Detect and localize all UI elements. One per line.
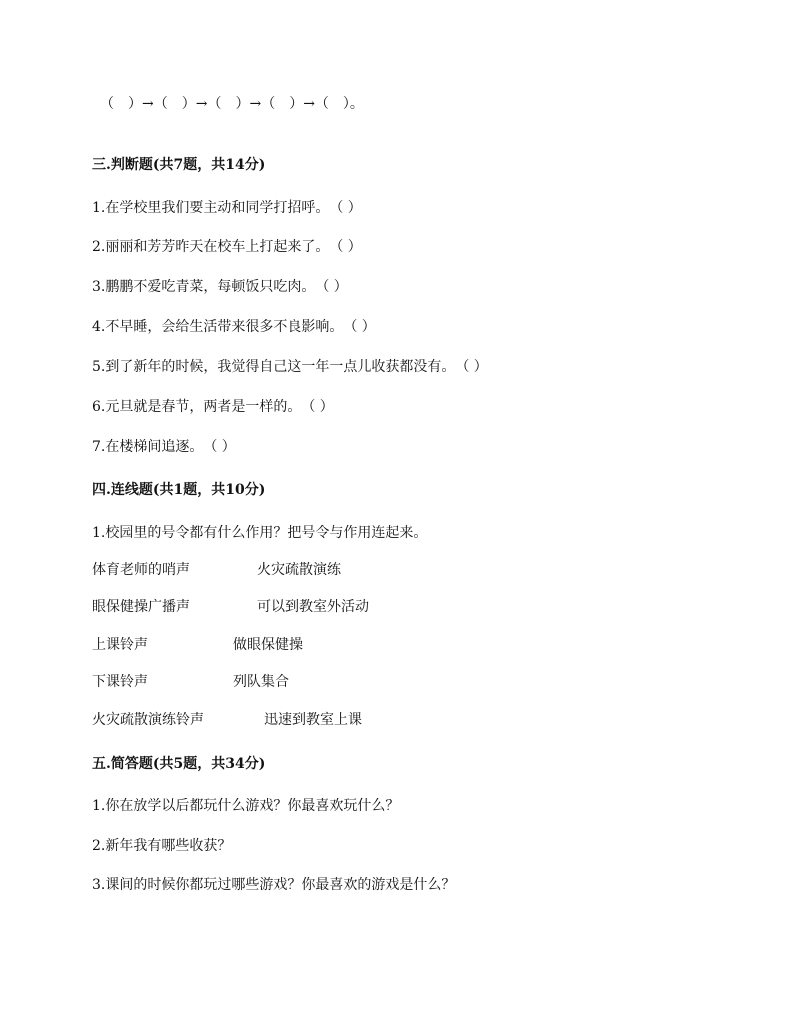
section-4-heading: 四.连线题(共1题，共10分) [92, 482, 266, 498]
matching-left-5: 火灾疏散演练铃声 [92, 712, 204, 728]
judgment-item-5: 5.到了新年的时候，我觉得自己这一年一点儿收获都没有。 （ ） [92, 359, 488, 375]
matching-question: 1.校园里的号令都有什么作用？把号令与作用连起来。 [92, 525, 428, 541]
matching-right-5: 迅速到教室上课 [264, 712, 362, 728]
judgment-item-1: 1.在学校里我们要主动和同学打招呼。 （ ） [92, 200, 362, 216]
judgment-item-6: 6.元旦就是春节，两者是一样的。 （ ） [92, 399, 334, 415]
short-answer-item-1: 1.你在放学以后都玩什么游戏？你最喜欢玩什么？ [92, 798, 400, 814]
matching-left-3: 上课铃声 [92, 637, 148, 653]
matching-right-4: 列队集合 [233, 674, 289, 690]
matching-left-4: 下课铃声 [92, 674, 148, 690]
matching-left-2: 眼保健操广播声 [92, 599, 190, 615]
judgment-item-4: 4.不早睡，会给生活带来很多不良影响。 （ ） [92, 319, 376, 335]
judgment-item-3: 3.鹏鹏不爱吃青菜，每顿饭只吃肉。 （ ） [92, 279, 348, 295]
judgment-item-2: 2.丽丽和芳芳昨天在校车上打起来了。 （ ） [92, 239, 362, 255]
matching-right-1: 火灾疏散演练 [257, 562, 341, 578]
matching-right-3: 做眼保健操 [233, 637, 303, 653]
sequence-answer-line: （ ）→（ ）→（ ）→（ ）→（ ）。 [100, 96, 364, 112]
matching-right-2: 可以到教室外活动 [257, 599, 369, 615]
matching-left-1: 体育老师的哨声 [92, 562, 190, 578]
section-5-heading: 五.简答题(共5题，共34分) [92, 756, 266, 772]
judgment-item-7: 7.在楼梯间追逐。 （ ） [92, 439, 236, 455]
short-answer-item-2: 2.新年我有哪些收获？ [92, 838, 232, 854]
short-answer-item-3: 3.课间的时候你都玩过哪些游戏？你最喜欢的游戏是什么？ [92, 877, 456, 893]
section-3-heading: 三.判断题(共7题，共14分) [92, 157, 266, 173]
